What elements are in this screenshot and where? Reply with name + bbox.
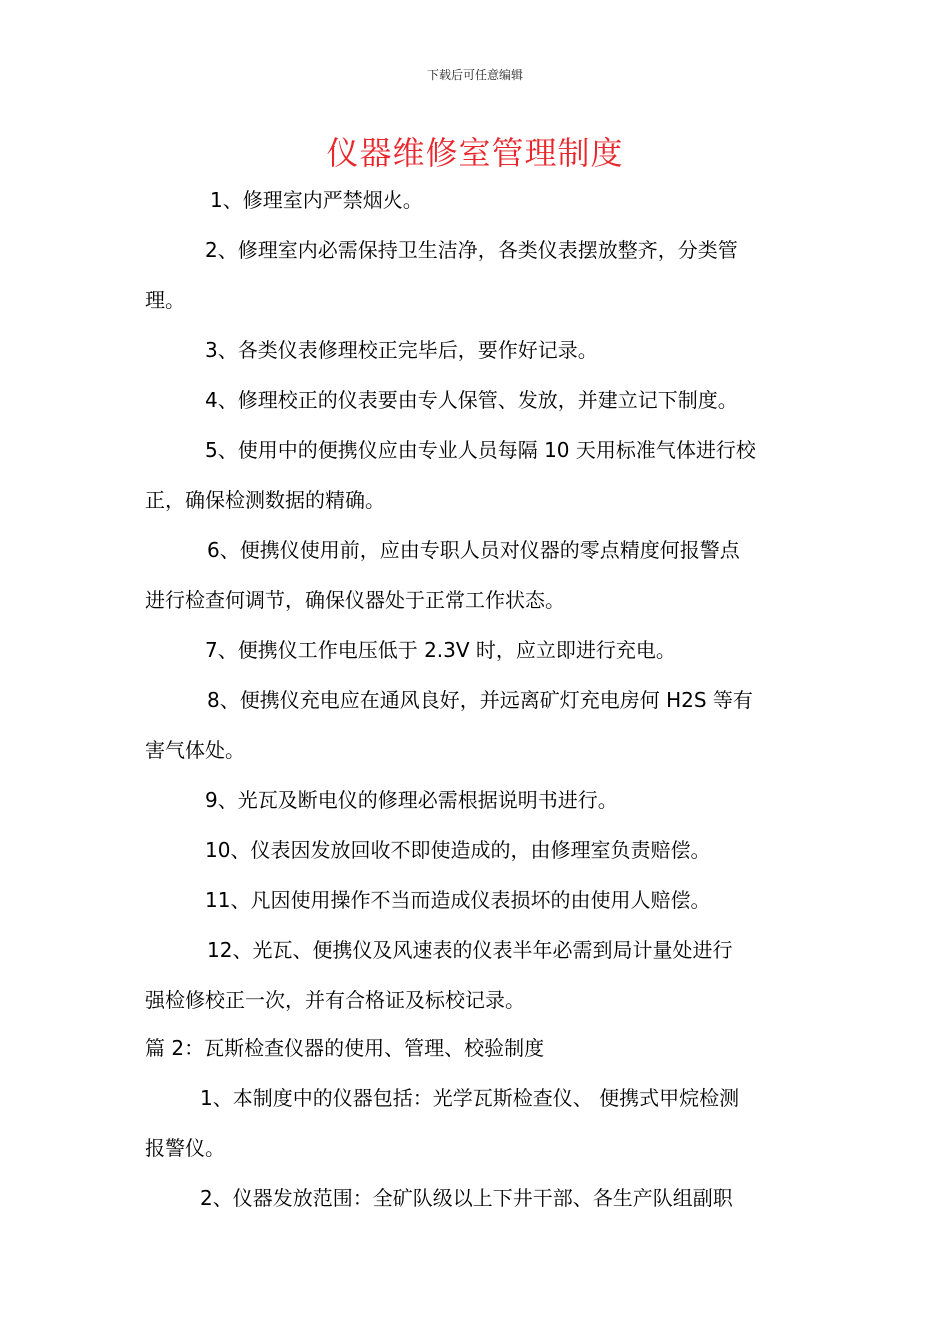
- paragraph-line: 5、使用中的便携仪应由专业人员每隔 10 天用标准气体进行校: [205, 438, 756, 462]
- paragraph-line: 10、仪表因发放回收不即使造成的，由修理室负责赔偿。: [205, 838, 711, 862]
- document-title: 仪器维修室管理制度: [326, 134, 624, 172]
- paragraph-line: 11、凡因使用操作不当而造成仪表损坏的由使用人赔偿。: [205, 888, 711, 912]
- section-heading: 篇 2：瓦斯检查仪器的使用、管理、校验制度: [145, 1036, 545, 1060]
- paragraph-line: 4、修理校正的仪表要由专人保管、发放，并建立记下制度。: [205, 388, 738, 412]
- paragraph-line: 1、本制度中的仪器包括：光学瓦斯检查仪、 便携式甲烷检测: [200, 1086, 740, 1110]
- paragraph-line: 1、修理室内严禁烟火。: [210, 188, 423, 212]
- paragraph-line: 害气体处。: [145, 738, 245, 762]
- paragraph-line: 正，确保检测数据的精确。: [145, 488, 385, 512]
- paragraph-line: 8、便携仪充电应在通风良好，并远离矿灯充电房何 H2S 等有: [207, 688, 753, 712]
- paragraph-line: 3、各类仪表修理校正完毕后，要作好记录。: [205, 338, 598, 362]
- paragraph-line: 强检修校正一次，并有合格证及标校记录。: [145, 988, 525, 1012]
- page-header-note: 下载后可任意编辑: [426, 68, 523, 82]
- paragraph-line: 9、光瓦及断电仪的修理必需根据说明书进行。: [205, 788, 618, 812]
- paragraph-line: 进行检查何调节，确保仪器处于正常工作状态。: [145, 588, 565, 612]
- paragraph-line: 2、仪器发放范围：全矿队级以上下井干部、各生产队组副职: [200, 1186, 733, 1210]
- paragraph-line: 7、便携仪工作电压低于 2.3V 时，应立即进行充电。: [205, 638, 676, 662]
- paragraph-line: 理。: [145, 288, 185, 312]
- paragraph-line: 12、光瓦、便携仪及风速表的仪表半年必需到局计量处进行: [207, 938, 733, 962]
- paragraph-line: 报警仪。: [145, 1136, 225, 1160]
- paragraph-line: 6、便携仪使用前，应由专职人员对仪器的零点精度何报警点: [207, 538, 740, 562]
- paragraph-line: 2、修理室内必需保持卫生洁净，各类仪表摆放整齐，分类管: [205, 238, 738, 262]
